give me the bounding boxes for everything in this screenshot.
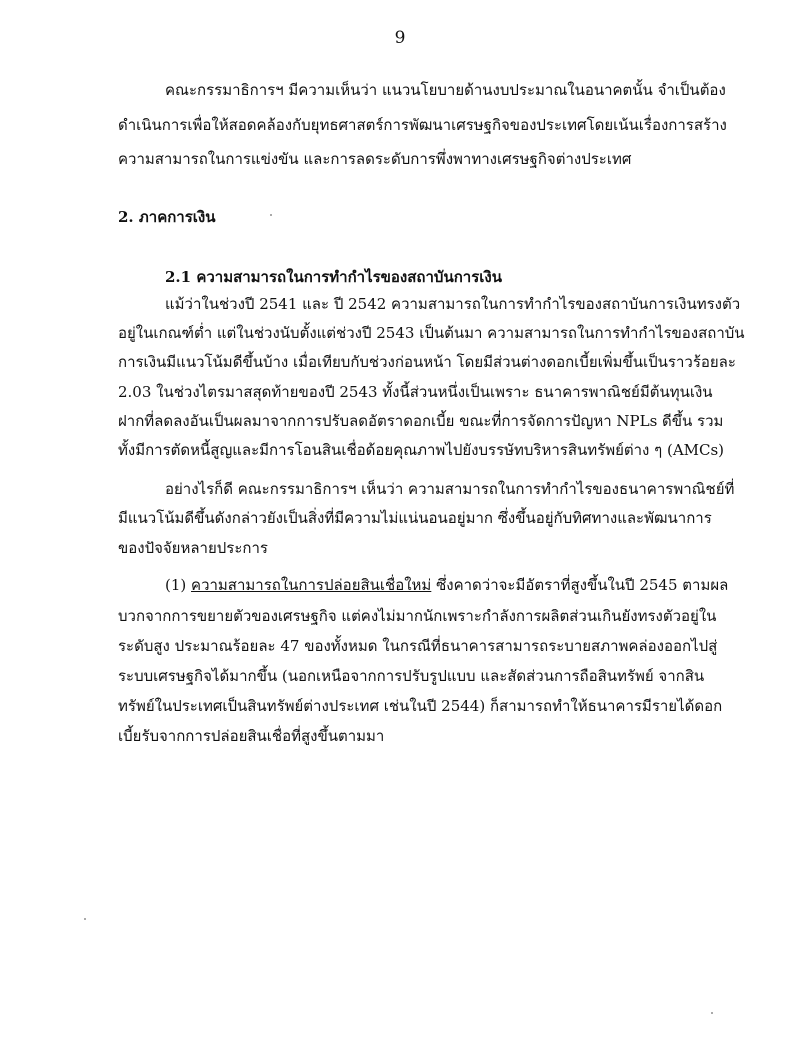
item-1-line-3: ระดับสูง ประมาณร้อยละ 47 ของทั้งหมด ในกรณีที่ธนาคารสามารถระบายสภาพคล่องออกไปสู่	[118, 637, 718, 655]
intro-line-2: ดำเนินการเพื่อให้สอดคล้องกับยุทธศาสตร์การพัฒนาเศรษฐกิจของประเทศโดยเน้นเรื่องการสร้าง	[118, 116, 727, 134]
intro-line-3: ความสามารถในการแข่งขัน และการลดระดับการพึ่งพาทางเศรษฐกิจต่างประเทศ	[118, 150, 632, 168]
item-1-line-5: ทรัพย์ในประเทศเป็นสินทรัพย์ต่างประเทศ เช่นในปี 2544) ก็สามารถทำให้ธนาคารมีรายได้ดอก	[118, 697, 723, 715]
paragraph-1-line-3: การเงินมีแนวโน้มดีขึ้นบ้าง เมื่อเทียบกับช่วงก่อนหน้า โดยมีส่วนต่างดอกเบี้ยเพิ่มขึ้นเป็นราวร้อยละ	[118, 353, 736, 371]
scan-speck	[270, 214, 272, 216]
item-1-line-2: บวกจากการขยายตัวของเศรษฐกิจ แต่คงไม่มากนักเพราะกำลังการผลิตส่วนเกินยังทรงตัวอยู่ใน	[118, 607, 717, 625]
item-1-title: ความสามารถในการปล่อยสินเชื่อใหม่	[191, 576, 432, 594]
item-1-number: (1)	[165, 576, 187, 594]
paragraph-1-line-5: ฝากที่ลดลงอันเป็นผลมาจากการปรับลดอัตราดอกเบี้ย ขณะที่การจัดการปัญหา NPLs ดีขึ้น รวม	[118, 412, 724, 430]
paragraph-2-line-2: มีแนวโน้มดีขึ้นดังกล่าวยังเป็นสิ่งที่มีความไม่แน่นอนอยู่มาก ซึ่งขึ้นอยู่กับทิศทางและพัฒนาการ	[118, 509, 712, 527]
scan-speck	[711, 1012, 713, 1014]
paragraph-2-line-3: ของปัจจัยหลายประการ	[118, 539, 268, 557]
paragraph-1-line-2: อยู่ในเกณฑ์ต่ำ แต่ในช่วงนับตั้งแต่ช่วงปี 2543 เป็นต้นมา ความสามารถในการทำกำไรของสถาบัน	[118, 324, 745, 342]
item-1-first-line	[165, 574, 728, 596]
paragraph-1-line-6: ทั้งมีการตัดหนี้สูญและมีการโอนสินเชื่อด้อยคุณภาพไปยังบรรษัทบริหารสินทรัพย์ต่าง ๆ (AMCs)	[118, 441, 725, 459]
item-1-first-line-rest: ซึ่งคาดว่าจะมีอัตราที่สูงขึ้นในปี 2545 ตามผล	[436, 576, 729, 594]
section-heading: 2. ภาคการเงิน	[118, 208, 216, 226]
scan-speck	[84, 918, 86, 920]
paragraph-1-line-1: แม้ว่าในช่วงปี 2541 และ ปี 2542 ความสามารถในการทำกำไรของสถาบันการเงินทรงตัว	[165, 295, 741, 313]
paragraph-1-line-4: 2.03 ในช่วงไตรมาสสุดท้ายของปี 2543 ทั้งนี้ส่วนหนึ่งเป็นเพราะ ธนาคารพาณิชย์มีต้นทุนเงิน	[118, 383, 713, 401]
paragraph-2-line-1: อย่างไรก็ดี คณะกรรมาธิการฯ เห็นว่า ความสามารถในการทำกำไรของธนาคารพาณิชย์ที่	[165, 480, 735, 498]
page-number: 9	[394, 28, 406, 48]
item-1-line-6: เบี้ยรับจากการปล่อยสินเชื่อที่สูงขึ้นตามมา	[118, 727, 385, 745]
item-1-line-4: ระบบเศรษฐกิจได้มากขึ้น (นอกเหนือจากการปรับรูปแบบ และสัดส่วนการถือสินทรัพย์ จากสิน	[118, 667, 705, 685]
intro-line-1: คณะกรรมาธิการฯ มีความเห็นว่า แนวนโยบายด้านงบประมาณในอนาคตนั้น จำเป็นต้อง	[165, 81, 726, 99]
subsection-heading: 2.1 ความสามารถในการทำกำไรของสถาบันการเงิน	[165, 268, 502, 286]
